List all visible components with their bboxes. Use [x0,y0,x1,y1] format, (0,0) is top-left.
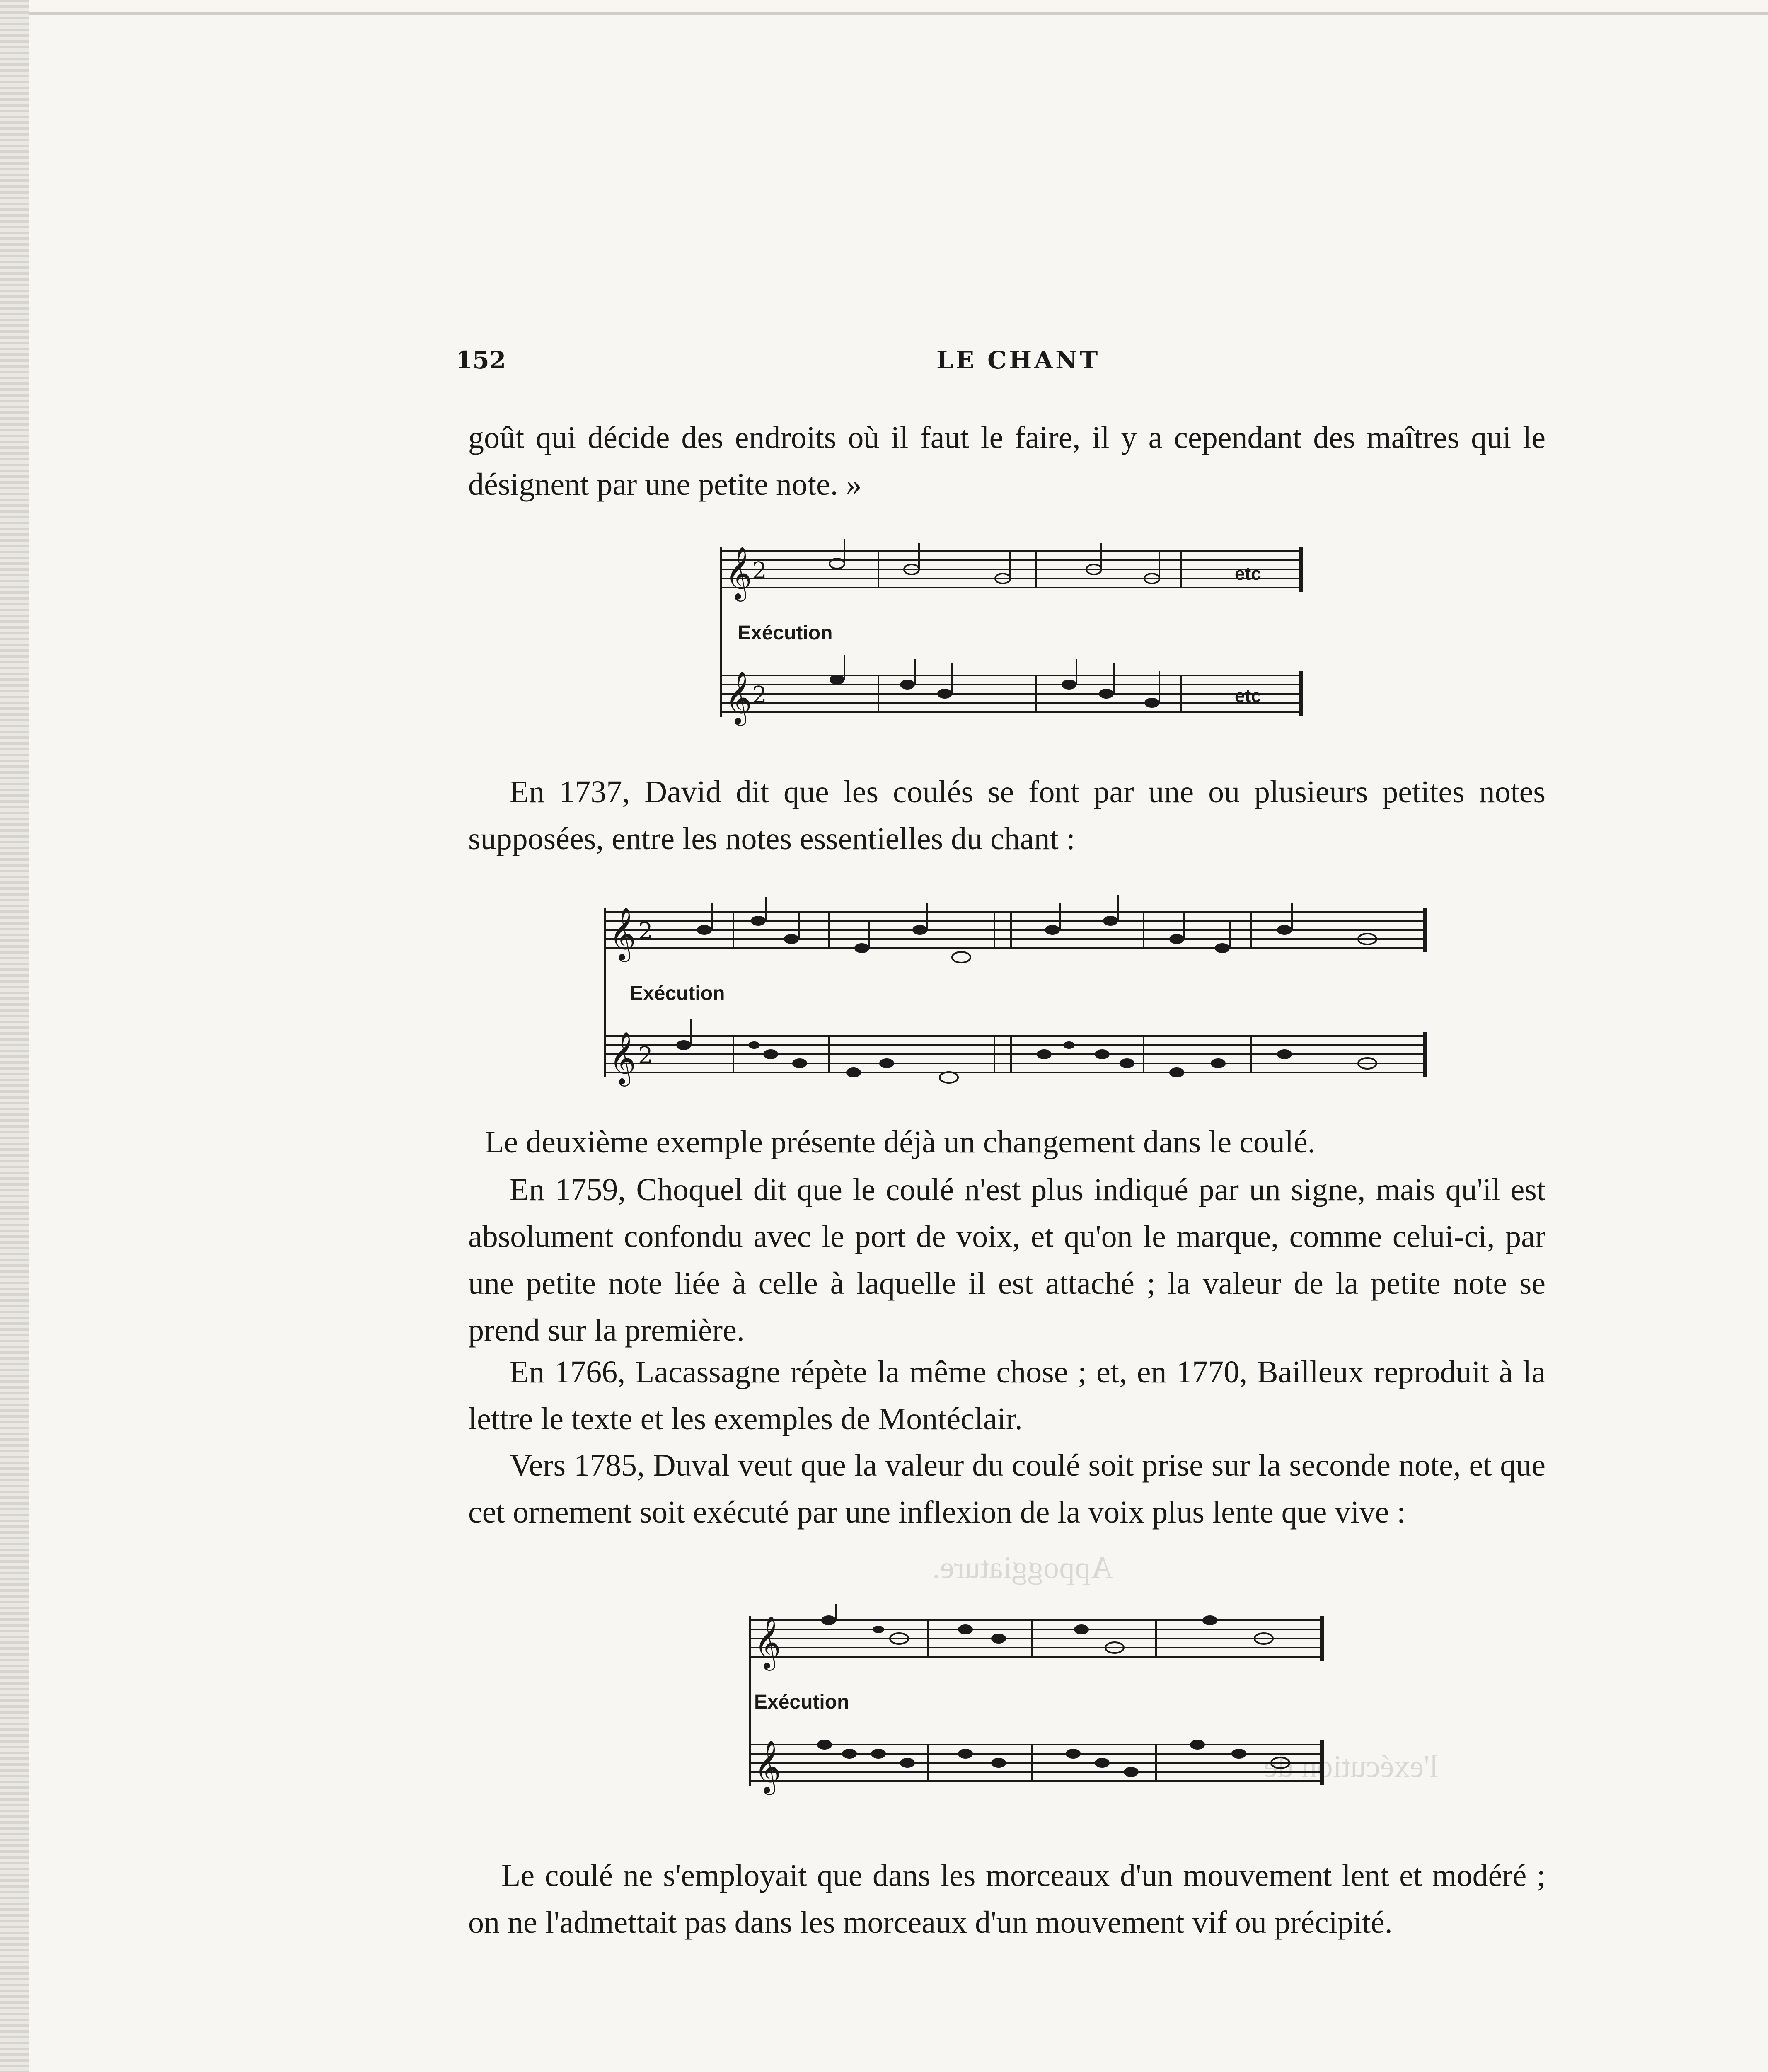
execution-label: Exécution [738,622,833,644]
svg-text:𝄞: 𝄞 [754,1615,781,1668]
svg-text:𝄞: 𝄞 [754,1740,781,1793]
svg-text:2: 2 [638,918,653,945]
music-example-2 [597,895,1434,1102]
paragraph: goût qui décide des endroits où il faut le faire, il y a cependant des maîtres qui le désignent par une petite note. » [468,420,1545,502]
svg-text:𝄞: 𝄞 [609,907,636,960]
svg-text:𝄞: 𝄞 [725,546,752,599]
etc-label: etc [1235,564,1261,584]
svg-text:2: 2 [752,557,767,584]
music-example-3 [742,1604,1330,1803]
page-number: 152 [456,346,506,374]
svg-text:2: 2 [638,1042,653,1069]
execution-label: Exécution [754,1691,849,1713]
etc-label: etc [1235,686,1261,706]
music-example-1 [713,539,1309,746]
bleed-through-text: Appoggiature. [932,1550,1113,1585]
svg-text:2: 2 [752,682,767,709]
binding-edge [0,0,29,2072]
paragraph: En 1759, Choquel dit que le coulé n'est plus indiqué par un signe, mais qu'il est absolument confondu avec le port de voix, et qu'on le marque, comme celui-ci, par une petite note liée à celle à laquelle il est attaché ; la valeur de la petite note se prend sur la première. [468,1172,1545,1348]
paragraph: Vers 1785, Duval veut que la valeur du coulé soit prise sur la seconde note, et que cet ornement soit exécuté par une inflexion de la voix plus lente que vive : [468,1448,1545,1530]
paragraph: En 1766, Lacassagne répète la même chose ; et, en 1770, Bailleux reproduit à la lettre le texte et les exemples de Montéclair. [468,1355,1545,1436]
running-title: LE CHANT [936,346,1100,374]
top-rule [29,12,1768,15]
page-header [456,346,1550,375]
execution-label: Exécution [630,983,725,1005]
svg-text:𝄞: 𝄞 [725,670,752,724]
paragraph: En 1737, David dit que les coulés se font par une ou plusieurs petites notes supposées, entre les notes essentielles du chant : [468,775,1545,856]
paragraph: Le coulé ne s'employait que dans les morceaux d'un mouvement lent et modéré ; on ne l'admettait pas dans les morceaux d'un mouvement vif ou précipité. [468,1858,1545,1940]
bleed-through-text: l'exécution de [1264,1749,1438,1784]
svg-text:𝄞: 𝄞 [609,1031,636,1084]
paragraph: Le deuxième exemple présente déjà un changement dans le coulé. [485,1125,1316,1159]
